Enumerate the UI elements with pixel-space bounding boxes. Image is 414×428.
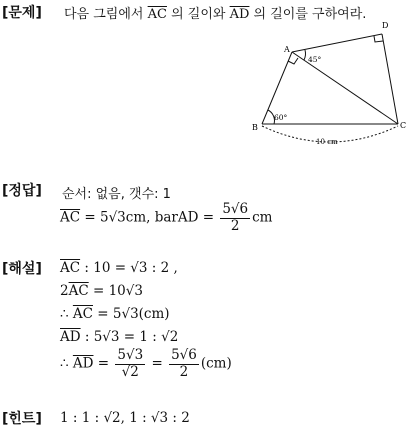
vertex-a: A	[284, 45, 290, 54]
answer-ac-value: = 5√3cm, barAD =	[80, 209, 219, 226]
expl-l5-frac-2	[169, 348, 199, 380]
angle-a-arc	[304, 50, 305, 60]
hint-label: [힌트]	[2, 411, 42, 427]
hint-text: 1 : 1 : √2, 1 : √3 : 2	[60, 410, 190, 426]
expl-l5-f1-num: 5√3	[117, 347, 144, 363]
expl-l4-ad: $\overline{AD}$	[60, 329, 81, 345]
answer-ad-unit: cm	[252, 209, 273, 226]
answer-formula	[60, 202, 272, 234]
problem-text-pre: 다음 그림에서	[64, 7, 148, 22]
expl-l5-f2-num: 5√6	[171, 347, 197, 363]
expl-l5-f2-den: 2	[179, 363, 189, 380]
answer-ad-fraction	[220, 202, 250, 234]
explanation-line-1	[60, 260, 178, 276]
problem-text-post: 의 길이를 구하여라.	[249, 7, 367, 22]
problem-label: [문제]	[2, 5, 42, 21]
explanation-line-4	[60, 329, 178, 345]
geometry-figure	[228, 16, 408, 150]
expl-l5-pre: ∴	[60, 355, 73, 372]
right-angle-d	[374, 36, 383, 42]
bc-length-label: 10 cm	[316, 138, 338, 146]
answer-label: [정답]	[2, 183, 42, 199]
segment-dc	[382, 34, 398, 124]
expl-l5-frac-1	[115, 348, 145, 380]
expl-l1-ac: $\overline{AC}$	[60, 260, 81, 276]
explanation-line-5	[60, 348, 232, 380]
answer-ad-num: 5√6	[222, 201, 249, 217]
explanation-label: [해설]	[2, 261, 42, 277]
vertex-d: D	[382, 21, 389, 30]
expl-l3-rest: = 5√3(cm)	[92, 306, 170, 322]
expl-l2-pre: 2	[60, 283, 69, 299]
answer-ac: $\overline{AC}$	[60, 209, 81, 226]
segment-ac: $\overline{AC}$	[147, 7, 167, 22]
expl-l5-eq2: =	[147, 355, 168, 372]
segment-ad: $\overline{AD}$	[229, 7, 250, 22]
angle-a-label: 45°	[308, 55, 322, 64]
angle-b-label: 60°	[274, 113, 288, 122]
answer-meta: 순서: 없음, 갯수: 1	[62, 187, 171, 202]
vertex-b: B	[252, 123, 258, 132]
answer-ad-den: 2	[230, 217, 240, 234]
expl-l3-ac: $\overline{AC}$	[72, 306, 93, 322]
expl-l5-ad: $\overline{AD}$	[72, 355, 94, 372]
vertex-c: C	[400, 121, 407, 130]
expl-l5-f1-den: √2	[121, 363, 139, 380]
expl-l5-eq: =	[93, 355, 114, 372]
problem-text-mid: 의 길이와	[166, 7, 230, 22]
expl-l1-rest: : 10 = √3 : 2 ,	[80, 260, 178, 276]
expl-l4-rest: : 5√3 = 1 : √2	[80, 329, 179, 345]
expl-l5-unit: (cm)	[200, 355, 232, 372]
expl-l2-ac: $\overline{AC}$	[68, 283, 89, 299]
explanation-line-2	[60, 283, 143, 299]
segment-ad-line	[292, 34, 382, 52]
expl-l2-rest: = 10√3	[88, 283, 143, 299]
explanation-line-3	[60, 306, 170, 322]
expl-l3-pre: ∴	[60, 306, 73, 322]
